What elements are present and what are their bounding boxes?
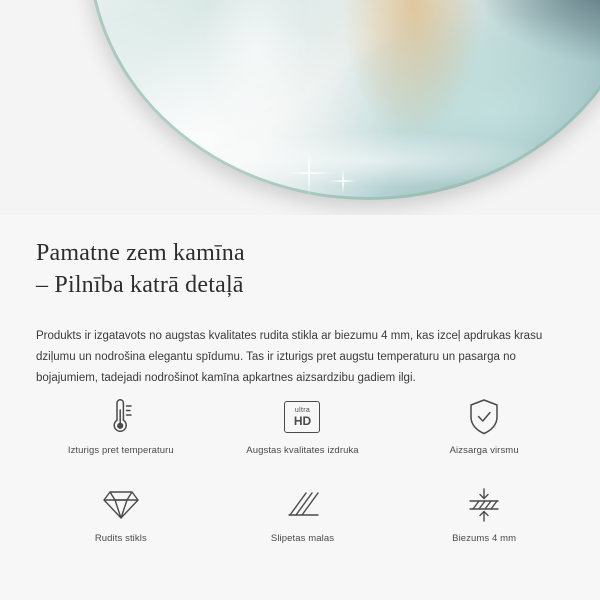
thermometer-icon <box>104 395 138 439</box>
feature-label: Slipetas malas <box>270 533 335 544</box>
feature-item <box>212 395 394 479</box>
feature-label: Aizsarga virsmu <box>449 445 519 456</box>
ultra-hd-icon <box>284 395 320 439</box>
ultra-hd-badge-bottom: HD <box>293 414 312 428</box>
feature-label: Augstas kvalitates izdruka <box>246 445 359 456</box>
feature-label: Izturigs pret temperaturu <box>67 445 174 456</box>
feature-item <box>393 483 575 567</box>
shield-check-icon <box>466 395 502 439</box>
polished-edges-icon <box>284 483 320 527</box>
product-description: Produkts ir izgatavots no augstas kvalitates rudita stikla ar biezumu 4 mm, kas izceļ apdrukas krasu dziļumu un nodrošina elegantu spīdumu. Tas ir izturigs pret augstu temperaturu un pasarga no bojajumiem, tadejadi nodrošinot kamīna apkartnes aizsardzibu gadiem ilgi. <box>36 329 543 384</box>
hero-image <box>0 0 600 215</box>
diamond-icon <box>102 483 140 527</box>
feature-label: Biezums 4 mm <box>452 533 517 544</box>
content-section <box>0 215 600 600</box>
feature-item <box>30 483 212 567</box>
feature-item <box>212 483 394 567</box>
feature-item <box>393 395 575 479</box>
headline-line-1: Pamatne zem kamīna <box>36 240 245 266</box>
feature-label: Rudits stikls <box>94 533 147 544</box>
feature-grid <box>30 395 575 567</box>
page-title <box>36 237 566 301</box>
thickness-icon <box>464 483 504 527</box>
feature-item <box>30 395 212 479</box>
headline-line-2: – Pilnība katrā detaļā <box>36 272 244 298</box>
round-marble-glass-panel <box>88 0 600 200</box>
ultra-hd-badge-top: ultra <box>294 407 311 414</box>
